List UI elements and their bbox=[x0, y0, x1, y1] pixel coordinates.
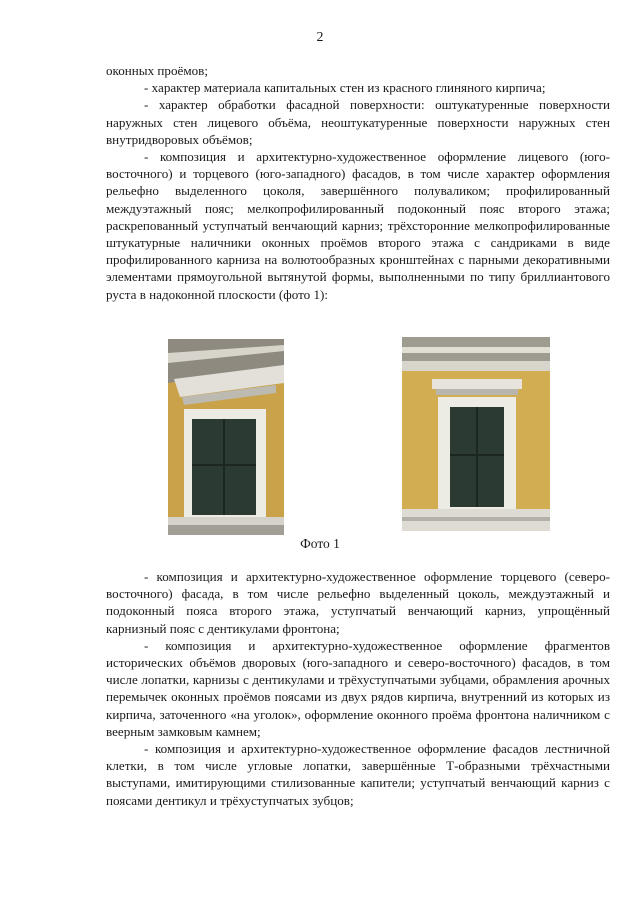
paragraph: - композиция и архитектурно-художественное оформление лицевого (юго-восточного) и торцевого (юго-западного) фасадов, в том числе характер оформления рельефно выделенного цоколя, завершённого полуваликом; профилированный междуэтажный пояс; мелкопрофилированный подоконный пояс второго этажа; раскрепованный уступчатый венчающий карниз; трёхсторонние мелкопрофилированные штукатурные наличники оконных проёмов второго этажа с сандриками в виде профилированного карниза на волютообразных кронштейнах с парными декоративными элементами прямоугольной вытянутой формы, выполненными по типу бриллиантового руста в надоконной плоскости (фото 1): bbox=[106, 149, 610, 302]
paragraph: оконных проёмов; bbox=[106, 63, 208, 78]
text-block-bottom bbox=[106, 568, 610, 809]
window-photo-left-svg bbox=[168, 339, 284, 535]
photo-window-right bbox=[402, 337, 550, 531]
photo-caption: Фото 1 bbox=[300, 536, 340, 551]
paragraph: - композиция и архитектурно-художественное оформление фасадов лестничной клетки, в том числе угловые лопатки, завершённые Т-образными трёхчастными выступами, имитирующими стилизованные капители; уступчатый венчающий карниз с поясами дентикул и трёхуступчатых зубцов; bbox=[106, 741, 610, 808]
paragraph: - композиция и архитектурно-художественное оформление торцевого (северо-восточного) фасада, в том числе рельефно выделенный цоколь, междуэтажный и подоконный пояса второго этажа, уступчатый венчающий карниз, упрощённый карнизный пояс с дентикулами фронтона; bbox=[106, 569, 610, 636]
paragraph: - характер обработки фасадной поверхности: оштукатуренные поверхности наружных стен лицевого объёма, неоштукатуренные поверхности наружных стен внутридворовых объёмов; bbox=[106, 97, 610, 147]
paragraph: - характер материала капитальных стен из красного глиняного кирпича; bbox=[144, 80, 546, 96]
text-block-top bbox=[106, 62, 610, 303]
photo-window-left bbox=[168, 339, 284, 535]
page-number: 2 bbox=[316, 30, 324, 45]
photo-row bbox=[106, 337, 610, 537]
window-photo-right-svg bbox=[402, 337, 550, 531]
paragraph: - композиция и архитектурно-художественное оформление фрагментов исторических объёмов дворовых (юго-западного и северо-восточного) фасадов, в том числе лопатки, карнизы с дентикулами и трёхуступчатыми зубцами, обрамления арочных перемычек оконных проёмов поясами из двух рядов кирпича, внутренний из которых из кирпича, заточенного «на уголок», оформление оконного проёма фронтона наличником с веерным замковым камнем; bbox=[106, 637, 610, 739]
